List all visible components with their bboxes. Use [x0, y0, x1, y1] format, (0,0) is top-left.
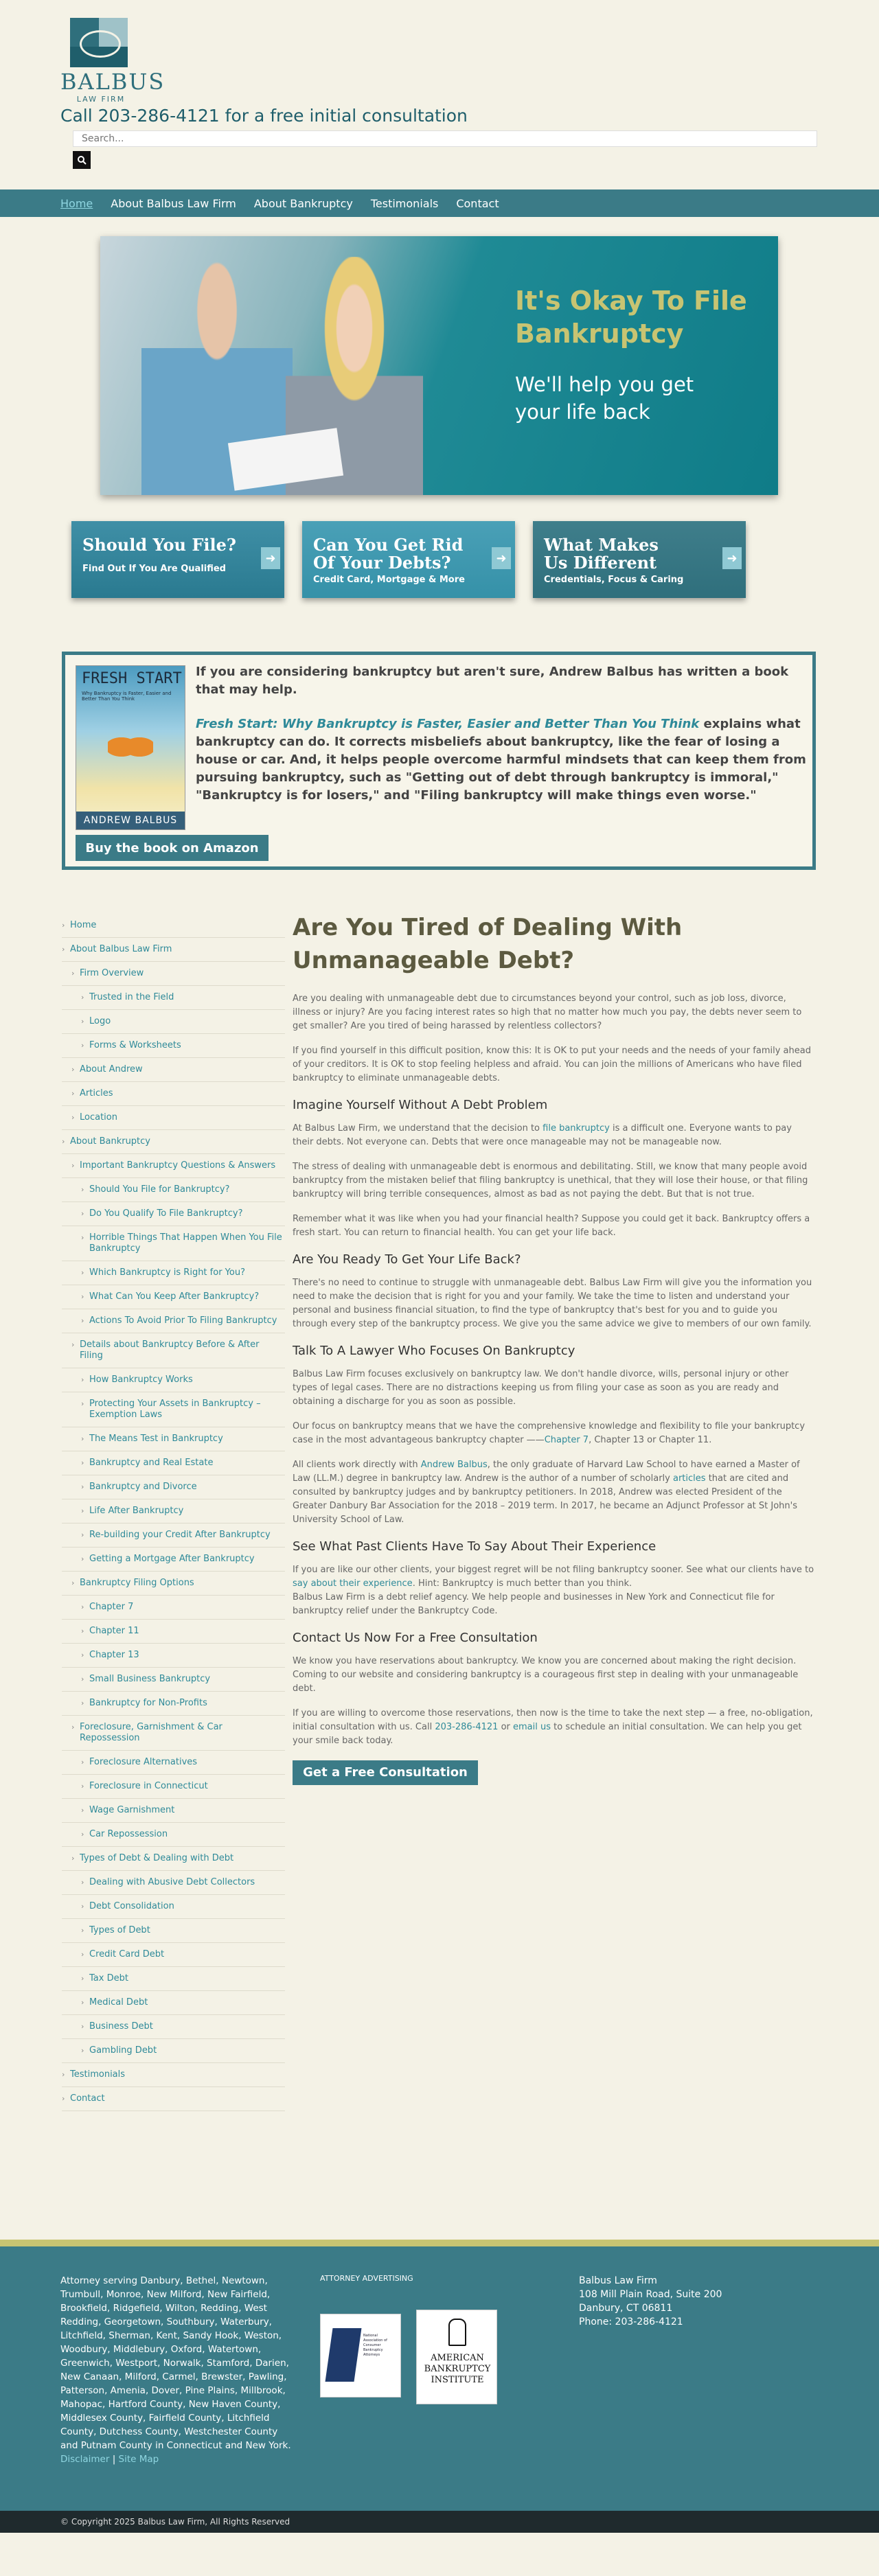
sidebar-nav: [62, 914, 285, 2111]
sidebar-item-label: About Balbus Law Firm: [70, 944, 172, 954]
sidebar-item-label: Which Bankruptcy is Right for You?: [89, 1267, 245, 1278]
sidebar-item[interactable]: [62, 914, 285, 938]
chevron-right-icon: ›: [81, 1602, 84, 1611]
arrow-right-icon: ➜: [261, 547, 280, 569]
sidebar-item[interactable]: [62, 1475, 285, 1499]
sidebar-item[interactable]: [62, 1751, 285, 1775]
chevron-right-icon: ›: [81, 2046, 84, 2055]
attorney-advertising: ATTORNEY ADVERTISING: [320, 2274, 413, 2283]
chevron-right-icon: ›: [62, 1137, 65, 1146]
chevron-right-icon: ›: [81, 1974, 84, 1983]
sidebar-item-label: Foreclosure Alternatives: [89, 1757, 198, 1767]
chevron-right-icon: ›: [81, 1878, 84, 1887]
sidebar-item[interactable]: [62, 1572, 285, 1596]
sidebar-item[interactable]: [62, 1499, 285, 1523]
chevron-right-icon: ›: [81, 1782, 84, 1791]
sidebar-item-label: About Andrew: [80, 1064, 143, 1074]
chevron-right-icon: ›: [71, 1340, 75, 1349]
book-description: Fresh Start: Why Bankruptcy is Faster, Easier and Better Than You Think explains what bankruptcy can do. It corrects misbeliefs about bankruptcy, like the fear of losing a house or car. And, it helps people overcome harmful mindsets that can keep them from pursuing bankruptcy, such as "Getting out of debt through bankruptcy is immoral," "Bankruptcy is for losers," and "Filing bankruptcy will make things even worse.": [196, 717, 806, 803]
chevron-right-icon: ›: [62, 945, 65, 954]
sidebar-item-label: Details about Bankruptcy Before & After Filing: [80, 1339, 260, 1361]
main-section: [0, 870, 879, 2240]
sidebar-item-label: Life After Bankruptcy: [89, 1506, 184, 1516]
search-input[interactable]: [73, 130, 817, 147]
free-consultation-button[interactable]: Get a Free Consultation: [293, 1760, 478, 1785]
hero-banner: [100, 236, 778, 495]
chevron-right-icon: ›: [62, 2094, 65, 2103]
sidebar-item[interactable]: [62, 1775, 285, 1799]
nav-about-firm[interactable]: About Balbus Law Firm: [111, 196, 236, 210]
buy-book-button[interactable]: Buy the book on Amazon: [76, 835, 269, 861]
nav-about-bankruptcy[interactable]: About Bankruptcy: [253, 196, 353, 210]
sidebar-item[interactable]: [62, 1871, 285, 1895]
sidebar-item-label: Horrible Things That Happen When You File Bankruptcy: [89, 1232, 282, 1254]
sidebar-item-label: Credit Card Debt: [89, 1949, 165, 1959]
book-intro: If you are considering bankruptcy but aren't sure, Andrew Balbus has written a book that may help.: [196, 665, 789, 697]
sidebar-item-label: Tax Debt: [89, 1973, 128, 1983]
chevron-right-icon: ›: [81, 1292, 84, 1301]
sidebar-item[interactable]: [62, 1596, 285, 1620]
chevron-right-icon: ›: [71, 1065, 75, 1074]
heading-see: See What Past Clients Have To Say About Their Experience: [293, 1539, 657, 1554]
sidebar-item-label: Forms & Worksheets: [89, 1040, 181, 1050]
promo-what-makes-us-different[interactable]: What Makes Us Different Credentials, Focus & Caring ➜: [533, 521, 746, 598]
arrow-right-icon: ➜: [722, 547, 742, 569]
search-icon: [77, 155, 87, 165]
sidebar-item-label: Actions To Avoid Prior To Filing Bankruptcy: [89, 1315, 277, 1326]
chevron-right-icon: ›: [81, 1998, 84, 2007]
main-content: Are You Tired of Dealing With Unmanageable Debt? Are you dealing with unmanageable debt due to circumstances beyond your control, such as job loss, divorce, illness or injury? Are you facing interest rates so high that no matter how much you pay, the debts never seem to get smaller? Are you tired of being harassed by relentless collectors? If you find yourself in this difficult position, know this: It is OK to put your needs and the needs of your family ahead of your creditors. It is OK to stop feeling helpless and afraid. You can join the millions of Americans who have filed bankruptcy to eliminate unmanageable debts. Imagine Yourself Without A Debt Problem At Balbus Law Firm, we understand that the decision to file bankruptcy is a difficult one. Everyone wants to pay their debts. Not everyone can. Debts that were once manageable may not be manageable now. The stress of dealing with unmanageable debt is enormous and debilitating. Still, we know that many people avoid bankruptcy from the mistaken belief that filing bankruptcy is unethical, that they will lose their house, or that filing bankruptcy will bring terrible consequences, almost as bad as not paying the debt. But that is not true. Remember what it was like when you had your financial health? Suppose you could get it back. Bankruptcy offers a fresh start. You can return to financial health. You can get your life back. Are You Ready To Get Your Life Back? There's no need to continue to struggle with unmanageable debt. Balbus Law Firm will give you the information you need to make the decision that is right for you and your family. We take the time to listen and understand your personal and business financial situation, to find the type of bankruptcy that's best for you and to guide you through every step of the bankruptcy process. We give you the same advice we give to members of our own family. Talk To A Lawyer Who Focuses On Bankruptcy Balbus Law Firm focuses exclusively on bankruptcy law. We don't handle divorce, wills, personal injury or other types of legal cases. There are no distractions keeping us from filing your case as soon as you are ready and obtaining a discharge for you as soon as possible. Our focus on bankruptcy means that we have the comprehensive knowledge and flexibility to file your bankruptcy case in the most advantageous bankruptcy chapter ——Chapter 7, Chapter 13 or Chapter 11. All clients work directly with Andrew Balbus, the only graduate of Harvard Law School to have earned a Master of Law (LL.M.) degree in bankruptcy law. Andrew is the author of a number of scholarly articles that are cited and consulted by bankruptcy judges and by bankruptcy petitioners. In 2018, Andrew was elected President of the Greater Danbury Bar Association for the 2018 – 2019 term. In 2017, he became an Adjunct Professor at St John's University School of Law. See What Past Clients Have To Say About Their Experience If you are like our other clients, your biggest regret will be not filing bankruptcy sooner. See what our clients have to say about their experience. Hint: Bankruptcy is much better than you think. Balbus Law Firm is a debt relief agency. We help people and businesses in New York and Connecticut file for bankruptcy relief under the Bankruptcy Code. Contact Us Now For a Free Consultation We know you have reservations about bankruptcy. We know you are concerned about making the right decision. Coming to our website and considering bankruptcy is a courageous first step in dealing with your unmanageable debt. If you are willing to overcome those reservations, then now is the time to take the next step — a free, no-obligation, initial consultation with us. Call 203-286-4121 or email us to schedule an initial consultation. We can help you get your smile back today. Get a Free Consultation: [293, 911, 814, 1785]
sidebar-item[interactable]: [62, 1991, 285, 2015]
promo-boxes: [0, 521, 879, 652]
heading-talk: Talk To A Lawyer Who Focuses On Bankruptcy: [293, 1344, 575, 1358]
butterfly-icon: [108, 728, 153, 766]
chevron-right-icon: ›: [81, 1902, 84, 1911]
sidebar-item[interactable]: [62, 1943, 285, 1967]
chevron-right-icon: ›: [81, 1554, 84, 1563]
sidebar-item[interactable]: [62, 2063, 285, 2087]
sidebar-item[interactable]: [62, 1392, 285, 1427]
sidebar-item[interactable]: [62, 1261, 285, 1285]
sidebar-item-label: Types of Debt & Dealing with Debt: [80, 1853, 234, 1863]
sidebar-item[interactable]: [62, 1226, 285, 1261]
sidebar-item-label: Bankruptcy and Real Estate: [89, 1458, 214, 1468]
andrew-balbus-link[interactable]: Andrew Balbus: [420, 1460, 488, 1470]
header-phone[interactable]: Call 203-286-4121 for a free initial consultation: [60, 106, 468, 126]
sidebar-item[interactable]: [62, 1523, 285, 1548]
chevron-right-icon: ›: [71, 1161, 75, 1170]
book-cover-image[interactable]: FRESH START Why Bankruptcy is Faster, Easier and Better Than You Think ANDREW BALBUS: [76, 665, 185, 830]
sidebar-item[interactable]: [62, 1716, 285, 1751]
book-promo: [62, 652, 816, 870]
sidebar-item[interactable]: [62, 1130, 285, 1154]
chevron-right-icon: ›: [81, 1375, 84, 1384]
promo-get-rid-of-debts[interactable]: Can You Get Rid Of Your Debts? Credit Card, Mortgage & More ➜: [302, 521, 515, 598]
nacba-badge[interactable]: National Association of Consumer Bankruptcy Attorneys: [320, 2314, 401, 2397]
abi-badge[interactable]: AMERICAN BANKRUPTCY INSTITUTE: [416, 2310, 497, 2404]
chevron-right-icon: ›: [81, 1950, 84, 1959]
chevron-right-icon: ›: [81, 1209, 84, 1218]
chevron-right-icon: ›: [81, 993, 84, 1002]
sidebar-item-label: Trusted in the Field: [89, 992, 174, 1002]
sidebar-item-label: Do You Qualify To File Bankruptcy?: [89, 1208, 243, 1219]
sidebar-item-label: Bankruptcy Filing Options: [80, 1578, 194, 1588]
sidebar-item[interactable]: [62, 1919, 285, 1943]
sidebar-item-label: Important Bankruptcy Questions & Answers: [80, 1160, 276, 1171]
chevron-right-icon: ›: [81, 1530, 84, 1539]
nav-contact[interactable]: Contact: [456, 196, 499, 210]
chevron-right-icon: ›: [71, 1854, 75, 1863]
chevron-right-icon: ›: [81, 1830, 84, 1839]
chevron-right-icon: ›: [81, 1626, 84, 1635]
nav-home[interactable]: Home: [60, 196, 93, 210]
chevron-right-icon: ›: [81, 1233, 84, 1242]
chevron-right-icon: ›: [81, 1268, 84, 1277]
sidebar-item[interactable]: [62, 1333, 285, 1368]
page-title: Are You Tired of Dealing With Unmanageable Debt?: [293, 914, 683, 974]
sidebar-item[interactable]: [62, 2015, 285, 2039]
sidebar-item[interactable]: [62, 1967, 285, 1991]
sidebar-item-label: Foreclosure, Garnishment & Car Repossession: [80, 1722, 222, 1743]
disclaimer-link[interactable]: Disclaimer: [60, 2454, 110, 2465]
chevron-right-icon: ›: [71, 1089, 75, 1098]
sidebar-item[interactable]: [62, 938, 285, 962]
sidebar-item-label: Car Repossession: [89, 1829, 168, 1839]
sidebar-item[interactable]: [62, 962, 285, 986]
chevron-right-icon: ›: [81, 1758, 84, 1767]
sidebar-item[interactable]: [62, 1082, 285, 1106]
sidebar-item-label: Business Debt: [89, 2021, 153, 2032]
sidebar-item-label: Bankruptcy and Divorce: [89, 1482, 197, 1492]
arrow-right-icon: ➜: [492, 547, 511, 569]
sidebar-item[interactable]: [62, 1692, 285, 1716]
chevron-right-icon: ›: [81, 1185, 84, 1194]
chevron-right-icon: ›: [81, 1651, 84, 1659]
chevron-right-icon: ›: [71, 1578, 75, 1587]
sidebar-item[interactable]: [62, 1309, 285, 1333]
chevron-right-icon: ›: [81, 1458, 84, 1467]
hero-section: [0, 217, 879, 521]
sidebar-item-label: Debt Consolidation: [89, 1901, 174, 1911]
email-link[interactable]: email us: [513, 1722, 551, 1732]
sidebar-item[interactable]: [62, 1034, 285, 1058]
sidebar-item-label: Home: [70, 920, 97, 930]
sidebar-item-label: Getting a Mortgage After Bankruptcy: [89, 1554, 255, 1564]
sidebar-item-label: Chapter 7: [89, 1602, 134, 1612]
sidebar-item-label: Foreclosure in Connecticut: [89, 1781, 208, 1791]
sidebar-item-label: Articles: [80, 1088, 113, 1099]
nav-testimonials[interactable]: Testimonials: [370, 196, 439, 210]
footer-service-areas: Attorney serving Danbury, Bethel, Newtown, Trumbull, Monroe, New Milford, New Fairfield, Brookfield, Ridgefield, Wilton, Redding, West Redding, Georgetown, Southbury, Waterbury, Litchfield, Sherman, Kent, Sandy Hook, Weston, Woodbury, Middlebury, Oxford, Watertown, Greenwich, Westport, Norwalk, Stamford, Darien, New Canaan, Milford, Carmel, Brewster, Pawling, Patterson, Amenia, Dover, Pine Plains, Millbrook, Mahopac, Hartford County, New Haven County, Middlesex County, Fairfield County, Litchfield County, Dutchess County, Westchester County and Putnam County in Connecticut and New York. Disclaimer | Site Map: [60, 2275, 291, 2465]
chevron-right-icon: ›: [81, 1399, 84, 1408]
logo-subtitle: LAW FIRM: [76, 95, 126, 104]
heading-contact: Contact Us Now For a Free Consultation: [293, 1631, 538, 1645]
heading-imagine: Imagine Yourself Without A Debt Problem: [293, 1098, 548, 1112]
sidebar-item[interactable]: [62, 1368, 285, 1392]
sidebar-item[interactable]: [62, 1202, 285, 1226]
sidebar-item-label: Firm Overview: [80, 968, 144, 978]
chevron-right-icon: ›: [81, 1675, 84, 1683]
sidebar-item-label: Protecting Your Assets in Bankruptcy – Exemption Laws: [89, 1399, 261, 1420]
sidebar-item-label: Location: [80, 1112, 117, 1123]
book-title-link[interactable]: Fresh Start: Why Bankruptcy is Faster, Easier and Better Than You Think: [196, 717, 700, 731]
sidebar-item-label: Gambling Debt: [89, 2045, 157, 2056]
sidebar-item-label: Re-building your Credit After Bankruptcy: [89, 1530, 271, 1540]
hero-subheadline: We'll help you get your life back: [515, 373, 694, 424]
copyright-bar: © Copyright 2025 Balbus Law Firm, All Rights Reserved: [0, 2511, 879, 2533]
sidebar-item[interactable]: [62, 1154, 285, 1178]
sidebar-item[interactable]: [62, 1178, 285, 1202]
promo-should-you-file[interactable]: Should You File? Find Out If You Are Qualified ➜: [71, 521, 284, 598]
sidebar-item-label: Types of Debt: [89, 1925, 150, 1935]
chevron-right-icon: ›: [71, 1723, 75, 1732]
sidebar-item-label: Chapter 11: [89, 1626, 139, 1636]
chevron-right-icon: ›: [81, 1434, 84, 1443]
search-button[interactable]: [73, 151, 91, 169]
chevron-right-icon: ›: [62, 2070, 65, 2079]
sidebar-item-label: The Means Test in Bankruptcy: [89, 1434, 223, 1444]
chapter-7-link[interactable]: Chapter 7: [544, 1435, 589, 1445]
logo-mark-icon: [70, 18, 128, 67]
sidebar-item[interactable]: [62, 1620, 285, 1644]
logo-name: BALBUS: [60, 69, 165, 95]
sidebar-item[interactable]: [62, 1285, 285, 1309]
chevron-right-icon: ›: [81, 1926, 84, 1935]
sidebar-item[interactable]: [62, 2087, 285, 2111]
phone-link[interactable]: 203-286-4121: [435, 1722, 499, 1732]
sidebar-item-label: Testimonials: [70, 2069, 126, 2080]
chevron-right-icon: ›: [81, 2022, 84, 2031]
sidebar-item-label: Contact: [70, 2093, 105, 2104]
sidebar-item[interactable]: [62, 1451, 285, 1475]
main-nav: [0, 189, 879, 217]
footer-address: Balbus Law Firm 108 Mill Plain Road, Suite 200 Danbury, CT 06811 Phone: 203-286-4121: [579, 2275, 722, 2327]
sidebar-item[interactable]: [62, 1058, 285, 1082]
sidebar-item[interactable]: [62, 1668, 285, 1692]
site-header: [0, 0, 879, 189]
sidebar-item[interactable]: [62, 1010, 285, 1034]
sidebar-item-label: How Bankruptcy Works: [89, 1375, 193, 1385]
file-bankruptcy-link[interactable]: file bankruptcy: [543, 1123, 610, 1134]
chevron-right-icon: ›: [81, 1017, 84, 1026]
chevron-right-icon: ›: [81, 1041, 84, 1050]
sidebar-item-label: What Can You Keep After Bankruptcy?: [89, 1291, 260, 1302]
chevron-right-icon: ›: [62, 921, 65, 930]
logo[interactable]: [60, 18, 165, 104]
chevron-right-icon: ›: [71, 1113, 75, 1122]
chevron-right-icon: ›: [81, 1316, 84, 1325]
sidebar-item[interactable]: [62, 1427, 285, 1451]
sidebar-item-label: Small Business Bankruptcy: [89, 1674, 211, 1684]
heading-ready: Are You Ready To Get Your Life Back?: [293, 1252, 521, 1267]
articles-link[interactable]: articles: [673, 1473, 706, 1484]
chevron-right-icon: ›: [71, 969, 75, 978]
sidebar-item-label: Should You File for Bankruptcy?: [89, 1184, 230, 1195]
sidebar-item[interactable]: [62, 2039, 285, 2063]
sidebar-item[interactable]: [62, 1823, 285, 1847]
sidebar-item-label: Medical Debt: [89, 1997, 148, 2008]
sidebar-item-label: Wage Garnishment: [89, 1805, 175, 1815]
sitemap-link[interactable]: Site Map: [118, 2454, 159, 2465]
sidebar-item[interactable]: [62, 1799, 285, 1823]
chevron-right-icon: ›: [81, 1699, 84, 1707]
chevron-right-icon: ›: [81, 1806, 84, 1815]
hero-headline: It's Okay To File Bankruptcy: [515, 286, 747, 349]
sidebar-item-label: Logo: [89, 1016, 111, 1026]
chevron-right-icon: ›: [81, 1506, 84, 1515]
sidebar-item-label: About Bankruptcy: [70, 1136, 150, 1147]
sidebar-item-label: Bankruptcy for Non-Profits: [89, 1698, 207, 1708]
testimonials-link[interactable]: say about their experience: [293, 1578, 413, 1589]
sidebar-item[interactable]: [62, 1644, 285, 1668]
sidebar-item[interactable]: [62, 1847, 285, 1871]
chevron-right-icon: ›: [81, 1482, 84, 1491]
abi-logo-icon: [448, 2319, 466, 2346]
nacba-logo-icon: [326, 2328, 362, 2382]
sidebar-item-label: Dealing with Abusive Debt Collectors: [89, 1877, 255, 1887]
sidebar-item[interactable]: [62, 1895, 285, 1919]
sidebar-item-label: Chapter 13: [89, 1650, 139, 1660]
site-footer: [0, 2240, 879, 2511]
sidebar-item[interactable]: [62, 986, 285, 1010]
sidebar-item[interactable]: [62, 1106, 285, 1130]
sidebar-item[interactable]: [62, 1548, 285, 1572]
